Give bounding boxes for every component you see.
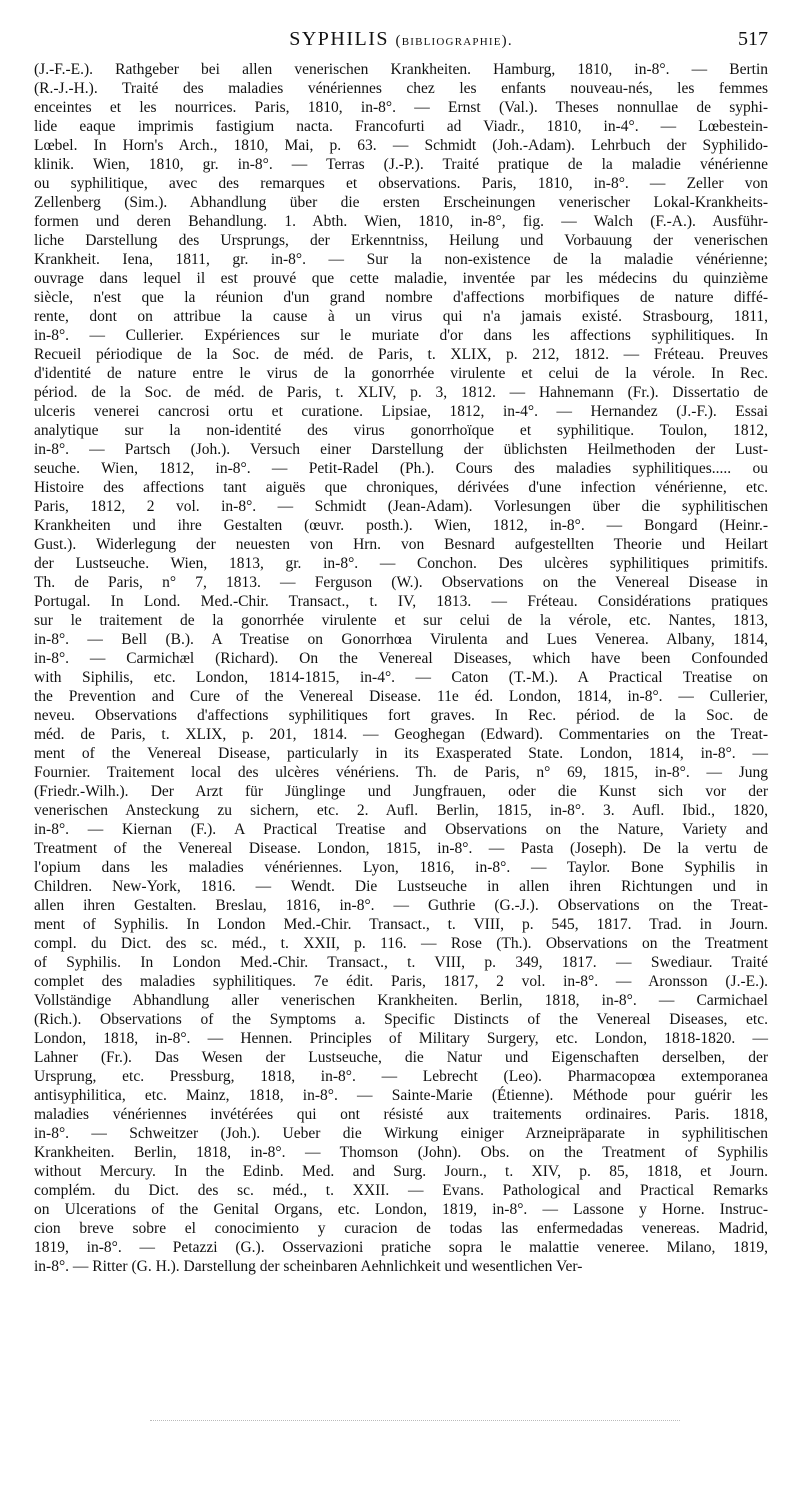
text-line: Recueil périodique de la Soc. de méd. de Paris, t. XLIX, p. 212, 1812. — Fréteau. Preuves [34,346,768,363]
text-line: seuche. Wien, 1812, in-8°. — Petit-Radel (Ph.). Cours des maladies syphilitiques..... ou [34,460,768,477]
text-line: d'identité de nature entre le virus de la gonorrhée virulente et celui de la vérole. In Rec. [34,365,768,382]
text-line: in-8°. — Schweitzer (Joh.). Ueber die Wirkung einiger Arzneipräparate in syphilitischen [34,1125,768,1142]
text-line: méd. de Paris, t. XLIX, p. 201, 1814. — Geoghegan (Edward). Commentaries on the Treat- [34,726,768,743]
text-line: (R.-J.-H.). Traité des maladies vénériennes chez les enfants nouveau-nés, les femmes [34,80,768,97]
text-line: in-8°. — Ritter (G. H.). Darstellung der scheinbaren Aehnlichkeit und wesentlichen Ver- [34,1258,583,1275]
text-line: ment of Syphilis. In London Med.-Chir. Transact., t. VIII, p. 545, 1817. Trad. in Journ. [34,916,768,933]
text-line: siècle, n'est que la réunion d'un grand nombre d'affections morbifiques de nature diffé- [34,289,768,306]
text-line: klinik. Wien, 1810, gr. in-8°. — Terras (J.-P.). Traité pratique de la maladie vénérienne [34,156,768,173]
text-line: formen und deren Behandlung. 1. Abth. Wien, 1810, in-8°, fig. — Walch (F.-A.). Ausführ- [34,213,768,230]
text-line: cion breve sobre el conocimiento y curacion de todas las enfermedadas venereas. Madrid, [34,1220,768,1237]
text-line: Portugal. In Lond. Med.-Chir. Transact., t. IV, 1813. — Fréteau. Considérations pratiques [34,593,768,610]
text-line: Krankheiten. Berlin, 1818, in-8°. — Thomson (John). Obs. on the Treatment of Syphilis [34,1144,768,1161]
text-line: with Siphilis, etc. London, 1814-1815, in-4°. — Caton (T.-M.). A Practical Treatise on [34,669,768,686]
text-line: on Ulcerations of the Genital Organs, etc. London, 1819, in-8°. — Lassone y Horne. Instruc- [34,1201,768,1218]
text-line: Children. New-York, 1816. — Wendt. Die Lustseuche in allen ihren Richtungen und in [34,878,768,895]
text-line: without Mercury. In the Edinb. Med. and Surg. Journ., t. XIV, p. 85, 1818, et Journ. [34,1163,768,1180]
text-line: Fournier. Traitement local des ulcères vénériens. Th. de Paris, n° 69, 1815, in-8°. — Jung [34,764,768,781]
text-line: Th. de Paris, n° 7, 1813. — Ferguson (W.). Observations on the Venereal Disease in [34,574,768,591]
text-line: Zellenberg (Sim.). Abhandlung über die ersten Erscheinungen venerischer Lokal-Krankheits- [34,194,768,211]
text-line: in-8°. — Cullerier. Expériences sur le muriate d'or dans les affections syphilitiques. In [34,327,768,344]
text-line: l'opium dans les maladies vénériennes. Lyon, 1816, in-8°. — Taylor. Bone Syphilis in [34,859,768,876]
text-line: (J.-F.-E.). Rathgeber bei allen venerischen Krankheiten. Hamburg, 1810, in-8°. — Bertin [34,61,768,78]
text-line: Histoire des affections tant aiguës que chroniques, dérivées d'une infection vénérienne, etc. [34,479,768,496]
text-line: in-8°. — Bell (B.). A Treatise on Gonorrhœa Virulenta and Lues Venerea. Albany, 1814, [34,631,768,648]
text-line: ou syphilitique, avec des remarques et observations. Paris, 1810, in-8°. — Zeller von [34,175,768,192]
text-line: Vollständige Abhandlung aller venerischen Krankheiten. Berlin, 1818, in-8°. — Carmichael [34,992,768,1009]
text-line: London, 1818, in-8°. — Hennen. Principles of Military Surgery, etc. London, 1818-1820. — [34,1030,768,1047]
text-line: the Prevention and Cure of the Venereal Disease. 11e éd. London, 1814, in-8°. — Cullerier, [34,688,768,705]
text-line: Krankheiten und ihre Gestalten (œuvr. posth.). Wien, 1812, in-8°. — Bongard (Heinr.- [34,517,768,534]
page-header [34,28,768,54]
text-line: Ursprung, etc. Pressburg, 1818, in-8°. — Lebrecht (Leo). Pharmacopœa extemporanea [34,1068,768,1085]
text-line: Lahner (Fr.). Das Wesen der Lustseuche, die Natur und Eigenschaften derselben, der [34,1049,768,1066]
text-line: ulceris venerei cancrosi ortu et curatione. Lipsiae, 1812, in-4°. — Hernandez (J.-F.). Essai [34,403,768,420]
text-line: neveu. Observations d'affections syphilitiques fort graves. In Rec. périod. de la Soc. de [34,707,768,724]
header-title: SYPHILIS [289,28,389,50]
footer-rule [150,1420,680,1421]
text-line: antisyphilitica, etc. Mainz, 1818, in-8°. — Sainte-Marie (Étienne). Méthode pour guérir les [34,1087,768,1104]
running-title [34,28,768,51]
text-line: Krankheit. Iena, 1811, gr. in-8°. — Sur la non-existence de la maladie vénérienne; [34,251,768,268]
text-line: lide eaque imprimis fastigium nacta. Francofurti ad Viadr., 1810, in-4°. — Lœbestein- [34,118,768,135]
text-line: Paris, 1812, 2 vol. in-8°. — Schmidt (Jean-Adam). Vorlesungen über die syphilitischen [34,498,768,515]
text-line: in-8°. — Kiernan (F.). A Practical Treatise and Observations on the Nature, Variety and [34,821,768,838]
text-line: maladies vénériennes invétérées qui ont résisté aux traitements ordinaires. Paris. 1818, [34,1106,768,1123]
page-number: 517 [738,28,768,50]
text-line: of Syphilis. In London Med.-Chir. Transact., t. VIII, p. 349, 1817. — Swediaur. Traité [34,954,768,971]
text-line: analytique sur la non-identité des virus gonorrhoïque et syphilitique. Toulon, 1812, [34,422,768,439]
header-subtitle: (bibliographie). [395,33,513,49]
text-line: complém. du Dict. des sc. méd., t. XXII. — Evans. Pathological and Practical Remarks [34,1182,768,1199]
text-line: Lœbel. In Horn's Arch., 1810, Mai, p. 63. — Schmidt (Joh.-Adam). Lehrbuch der Syphilido- [34,137,768,154]
text-line: compl. du Dict. des sc. méd., t. XXII, p. 116. — Rose (Th.). Observations on the Treatment [34,935,768,952]
text-line: (Friedr.-Wilh.). Der Arzt für Jünglinge und Jungfrauen, oder die Kunst sich vor der [34,783,768,800]
text-line: 1819, in-8°. — Petazzi (G.). Osservazioni pratiche sopra le malattie veneree. Milano, 1819, [34,1239,768,1256]
text-line: ouvrage dans lequel il est prouvé que cette maladie, inventée par les médecins du quinzième [34,270,768,287]
text-line: (Rich.). Observations of the Symptoms a. Specific Distincts of the Venereal Diseases, etc. [34,1011,768,1028]
text-line: Treatment of the Venereal Disease. London, 1815, in-8°. — Pasta (Joseph). De la vertu de [34,840,768,857]
text-line: enceintes et les nourrices. Paris, 1810, in-8°. — Ernst (Val.). Theses nonnullae de syphi- [34,99,768,116]
text-line: sur le traitement de la gonorrhée virulente et sur celui de la vérole, etc. Nantes, 1813, [34,612,768,629]
text-line: ment of the Venereal Disease, particularly in its Exasperated State. London, 1814, in-8°. — [34,745,768,762]
text-line: venerischen Ansteckung zu sichern, etc. 2. Aufl. Berlin, 1815, in-8°. 3. Aufl. Ibid., 1820, [34,802,768,819]
text-line: rente, dont on attribue la cause à un virus qui n'a jamais existé. Strasbourg, 1811, [34,308,768,325]
text-line: in-8°. — Carmichæl (Richard). On the Venereal Diseases, which have been Confounded [34,650,768,667]
text-line: liche Darstellung des Ursprungs, der Erkenntniss, Heilung und Vorbauung der venerischen [34,232,768,249]
bibliography-text [34,60,768,1276]
text-line: der Lustseuche. Wien, 1813, gr. in-8°. — Conchon. Des ulcères syphilitiques primitifs. [34,555,768,572]
text-line: périod. de la Soc. de méd. de Paris, t. XLIV, p. 3, 1812. — Hahnemann (Fr.). Dissertatio de [34,384,768,401]
text-line: Gust.). Widerlegung der neuesten von Hrn. von Besnard aufgestellten Theorie und Heilart [34,536,768,553]
text-line: complet des maladies syphilitiques. 7e édit. Paris, 1817, 2 vol. in-8°. — Aronsson (J.-E.). [34,973,768,990]
text-line: in-8°. — Partsch (Joh.). Versuch einer Darstellung der üblichsten Heilmethoden der Lust- [34,441,768,458]
text-line: allen ihren Gestalten. Breslau, 1816, in-8°. — Guthrie (G.-J.). Observations on the Treat- [34,897,768,914]
